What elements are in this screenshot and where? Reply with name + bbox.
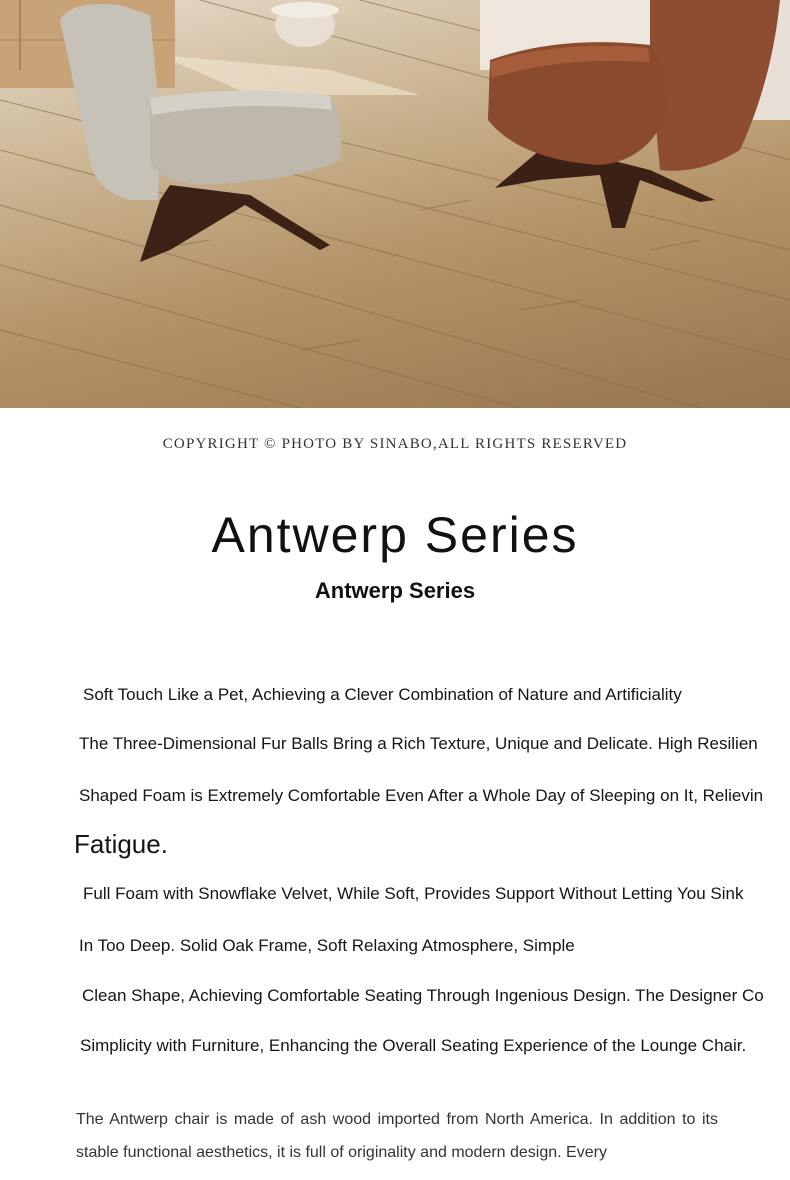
feature-line-4: Fatigue. xyxy=(74,829,168,859)
feature-line-1: Soft Touch Like a Pet, Achieving a Clever Combination of Nature and Artificiality xyxy=(83,685,682,704)
feature-line-6: In Too Deep. Solid Oak Frame, Soft Relaxing Atmosphere, Simple xyxy=(79,936,575,955)
feature-line-3: Shaped Foam is Extremely Comfortable Even After a Whole Day of Sleeping on It, Relievin xyxy=(79,786,764,805)
feature-line-8: Simplicity with Furniture, Enhancing the Overall Seating Experience of the Lounge Chair. xyxy=(80,1036,747,1055)
page-subtitle: Antwerp Series xyxy=(314,578,476,603)
feature-line-2: The Three-Dimensional Fur Balls Bring a Rich Texture, Unique and Delicate. High Resilien xyxy=(79,734,758,753)
lounge-chairs-photo xyxy=(0,0,790,408)
feature-line-7: Clean Shape, Achieving Comfortable Seating Through Ingenious Design. The Designer Co xyxy=(82,986,764,1005)
feature-line-5: Full Foam with Snowflake Velvet, While Soft, Provides Support Without Letting You Sink xyxy=(83,884,744,903)
page-title: Antwerp Series xyxy=(211,507,579,563)
hero-photo xyxy=(0,0,790,408)
copyright-notice: COPYRIGHT © PHOTO BY SINABO,ALL RIGHTS RESERVED xyxy=(162,436,628,452)
description-paragraph: The Antwerp chair is made of ash wood imported from North America. In addition to its stable functional aesthetics, it is full of originality and modern design. Every xyxy=(76,1111,718,1161)
